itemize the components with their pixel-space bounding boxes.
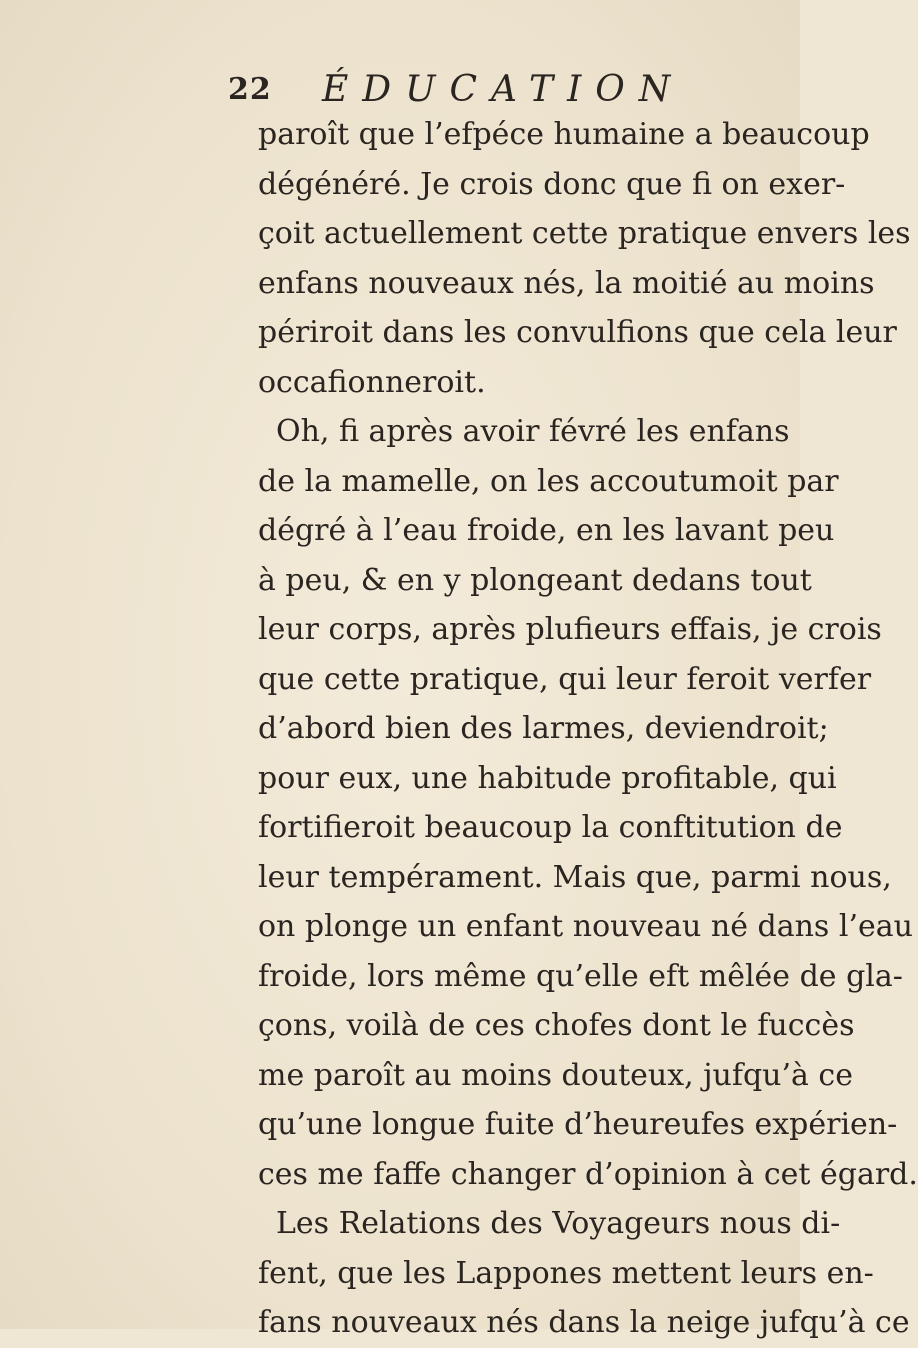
text-line: dégénéré. Je crois donc que fi on exer-	[258, 166, 846, 202]
text-line: enfans nouveaux nés, la moitié au moins	[258, 265, 875, 301]
text-line: paroît que l’efpéce humaine a beaucoup	[258, 117, 870, 152]
text-line: fortifieroit beaucoup la conftitution de	[258, 810, 843, 845]
text-line: que cette pratique, qui leur feroit verfer	[258, 661, 872, 697]
text-line: à peu, & en y plongeant dedans tout	[258, 562, 812, 598]
text-line: dégré à l’eau froide, en les lavant peu	[258, 513, 835, 548]
text-line: fent, que les Lappones mettent leurs en-	[258, 1255, 874, 1291]
text-line: me paroît au moins douteux, jufqu’à ce	[258, 1057, 853, 1093]
text-line: leur tempérament. Mais que, parmi nous,	[258, 859, 892, 895]
text-line: pour eux, une habitude profitable, qui	[258, 760, 837, 796]
page-number: 22	[228, 72, 272, 107]
page-header	[228, 68, 748, 112]
text-line: périroit dans les convulfions que cela leur	[258, 315, 897, 350]
text-line: Oh, fi après avoir févré les enfans	[276, 414, 790, 449]
text-line: Les Relations des Voyageurs nous di-	[276, 1206, 841, 1241]
running-head: ÉDUCATION	[322, 69, 685, 110]
text-line: ces me faffe changer d’opinion à cet égard.	[258, 1156, 918, 1192]
text-line: leur corps, après plufieurs effais, je crois	[258, 612, 882, 647]
text-line: on plonge un enfant nouveau né dans l’eau	[258, 909, 913, 944]
text-line: fans nouveaux nés dans la neige jufqu’à ce	[258, 1305, 910, 1340]
text-line: occafionneroit.	[258, 364, 486, 400]
body-text	[258, 110, 918, 1348]
text-line: çoit actuellement cette pratique envers les	[258, 216, 911, 251]
text-line: çons, voilà de ces chofes dont le fuccès	[258, 1008, 855, 1043]
text-line: froide, lors même qu’elle eft mêlée de gla-	[258, 958, 903, 994]
text-line: d’abord bien des larmes, deviendroit;	[258, 711, 829, 746]
text-line: qu’une longue fuite d’heureufes expérien-	[258, 1107, 898, 1142]
text-line: de la mamelle, on les accoutumoit par	[258, 463, 839, 499]
